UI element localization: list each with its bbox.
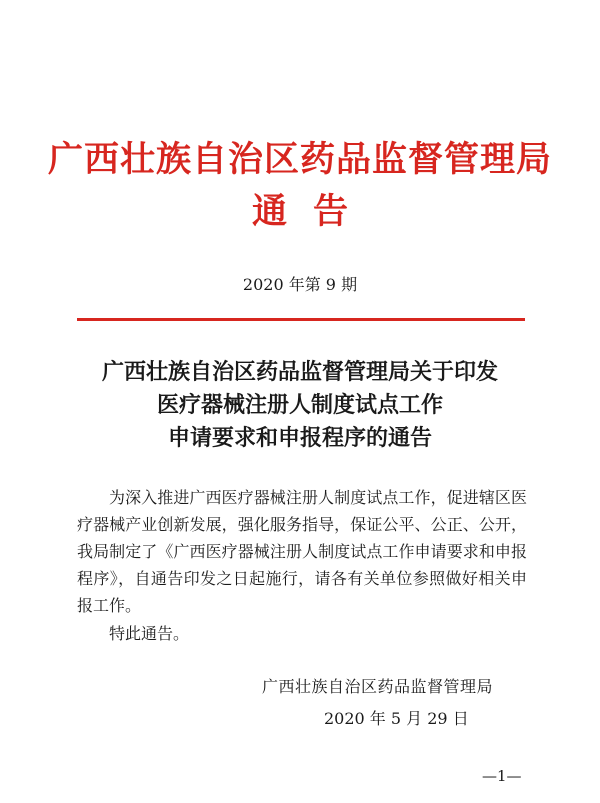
document-title xyxy=(0,356,600,455)
document-title-line-2: 医疗器械注册人制度试点工作 xyxy=(156,392,443,418)
signature-date: 2020 年 5 月 29 日 xyxy=(324,709,469,728)
document-title-line-1: 广西壮族自治区药品监督管理局关于印发 xyxy=(101,359,498,385)
body-paragraph: 为深入推进广西医疗器械注册人制度试点工作，促进辖区医疗器械产业创新发展，强化服务指导，保证公平、公正、公开，我局制定了《广西医疗器械注册人制度试点工作申请要求和申报程序》，自通告印发之日起施行，请各有关单位参照做好相关申报工作。 xyxy=(77,488,527,615)
document-title-line-3: 申请要求和申报程序的通告 xyxy=(167,425,432,451)
notice-heading: 通告 xyxy=(251,191,374,232)
closing-paragraph: 特此通告。 xyxy=(109,624,190,643)
red-divider-line xyxy=(77,318,525,321)
page-number: —1— xyxy=(482,767,522,785)
agency-title: 广西壮族自治区药品监督管理局 xyxy=(47,139,552,180)
signature-agency: 广西壮族自治区药品监督管理局 xyxy=(262,677,494,696)
issue-number: 2020 年第 9 期 xyxy=(242,275,358,294)
